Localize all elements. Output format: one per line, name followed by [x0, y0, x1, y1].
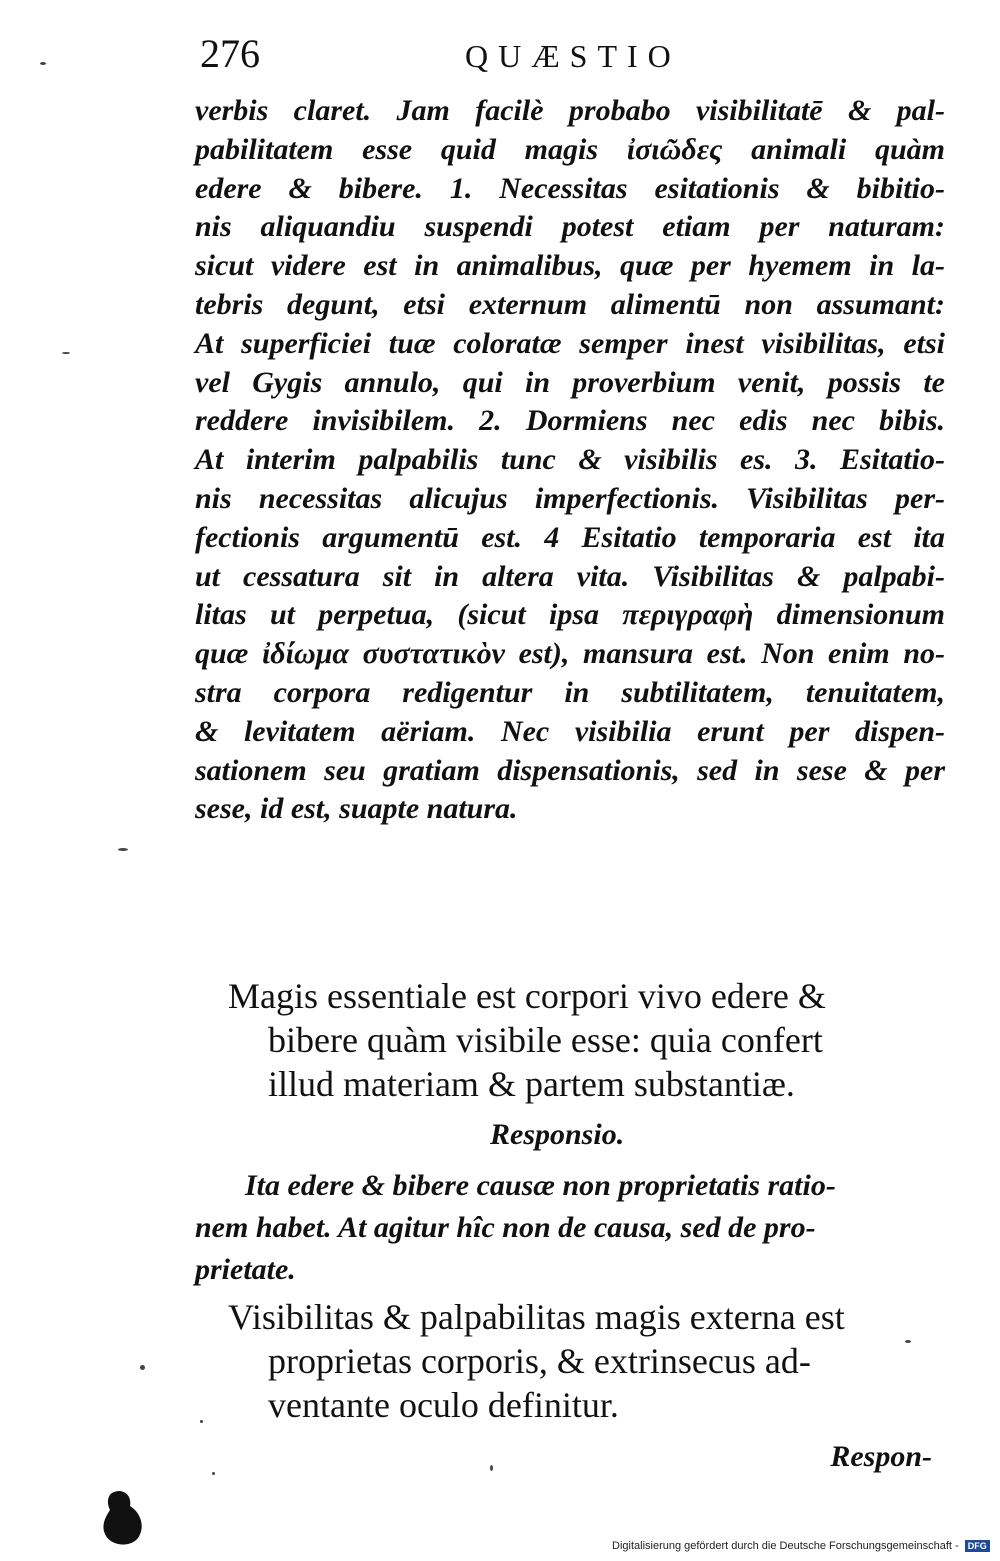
ink-blot [100, 1488, 146, 1548]
ink-speck [62, 352, 70, 354]
text-line: illud materiam & partem substantiæ. [268, 1064, 795, 1104]
dfg-logo: DFG [965, 1540, 990, 1552]
text-line: proprietas corporis, & extrinsecus ad- [268, 1341, 811, 1381]
text-line: tebris degunt, etsi externum alimentū non assumant: [195, 287, 945, 321]
text-line: ut cessatura sit in altera vita. Visibilitas & palpabi- [195, 559, 945, 593]
text-line: sicut videre est in animalibus, quæ per hyemem in la- [195, 249, 945, 283]
ink-speck [200, 1420, 203, 1423]
text-line: At superficiei tuæ coloratæ semper inest visibilitas, etsi [195, 326, 945, 360]
text-line: sationem seu gratiam dispensationis, sed in sese & per [195, 753, 945, 787]
ink-speck [140, 1365, 145, 1370]
text-line: sese, id est, suapte natura. [195, 792, 518, 826]
text-line: nis aliquandiu suspendi potest etiam per naturam: [195, 210, 945, 244]
catchword: Respon- [830, 1440, 932, 1473]
ink-speck [905, 1340, 911, 1343]
text-line: Ita edere & bibere causæ non proprietatis ratio- [245, 1169, 836, 1202]
page-header [200, 30, 940, 90]
text-line: bibere quàm visibile esse: quia confert [268, 1020, 823, 1060]
response-heading: Responsio. [490, 1118, 625, 1151]
digitization-footer [612, 1540, 990, 1552]
objection-paragraph-1 [228, 974, 948, 1106]
text-line: quæ ἰδίωμα συστατικὸν est), mansura est. Non enim no- [195, 637, 945, 671]
text-line: Magis essentiale est corpori vivo edere & [228, 976, 826, 1016]
text-line: nem habet. At agitur hîc non de causa, sed de pro- [195, 1211, 816, 1244]
text-line: vel Gygis annulo, qui in proverbium venit, possis te [195, 365, 945, 399]
text-line: verbis claret. Jam facilè probabo visibilitatē & pal- [195, 94, 945, 127]
ink-speck [490, 1465, 493, 1471]
text-line: pabilitatem esse quid magis ἰσιῶδες animali quàm [195, 132, 945, 166]
text-line: reddere invisibilem. 2. Dormiens nec edis nec bibis. [195, 404, 945, 438]
text-line: & levitatem aëriam. Nec visibilia erunt per dispen- [195, 714, 945, 748]
text-line: nis necessitas alicujus imperfectionis. Visibilitas per- [195, 481, 945, 515]
ink-speck [118, 848, 128, 851]
text-line: Visibilitas & palpabilitas magis externa est [228, 1297, 845, 1337]
text-line: fectionis argumentū est. 4 Esitatio temporaria est ita [195, 520, 945, 554]
text-line: edere & bibere. 1. Necessitas esitationis & bibitio- [195, 171, 945, 205]
text-line: litas ut perpetua, (sicut ipsa περιγραφὴ dimensionum [195, 598, 945, 632]
running-head: QUÆSTIO [465, 38, 681, 74]
ink-speck [212, 1472, 215, 1475]
response-paragraph [195, 1165, 945, 1291]
text-line: ventante oculo definitur. [268, 1385, 619, 1425]
footer-text: Digitalisierung gefördert durch die Deutsche Forschungsgemeinschaft - [612, 1540, 959, 1552]
ink-speck [40, 62, 46, 65]
objection-paragraph-2 [228, 1295, 948, 1427]
page-number: 276 [200, 31, 260, 76]
argument-paragraph [195, 92, 945, 829]
text-line: At interim palpabilis tunc & visibilis es. 3. Esitatio- [195, 443, 945, 477]
text-line: prietate. [195, 1253, 296, 1286]
text-line: stra corpora redigentur in subtilitatem, tenuitatem, [195, 675, 945, 709]
